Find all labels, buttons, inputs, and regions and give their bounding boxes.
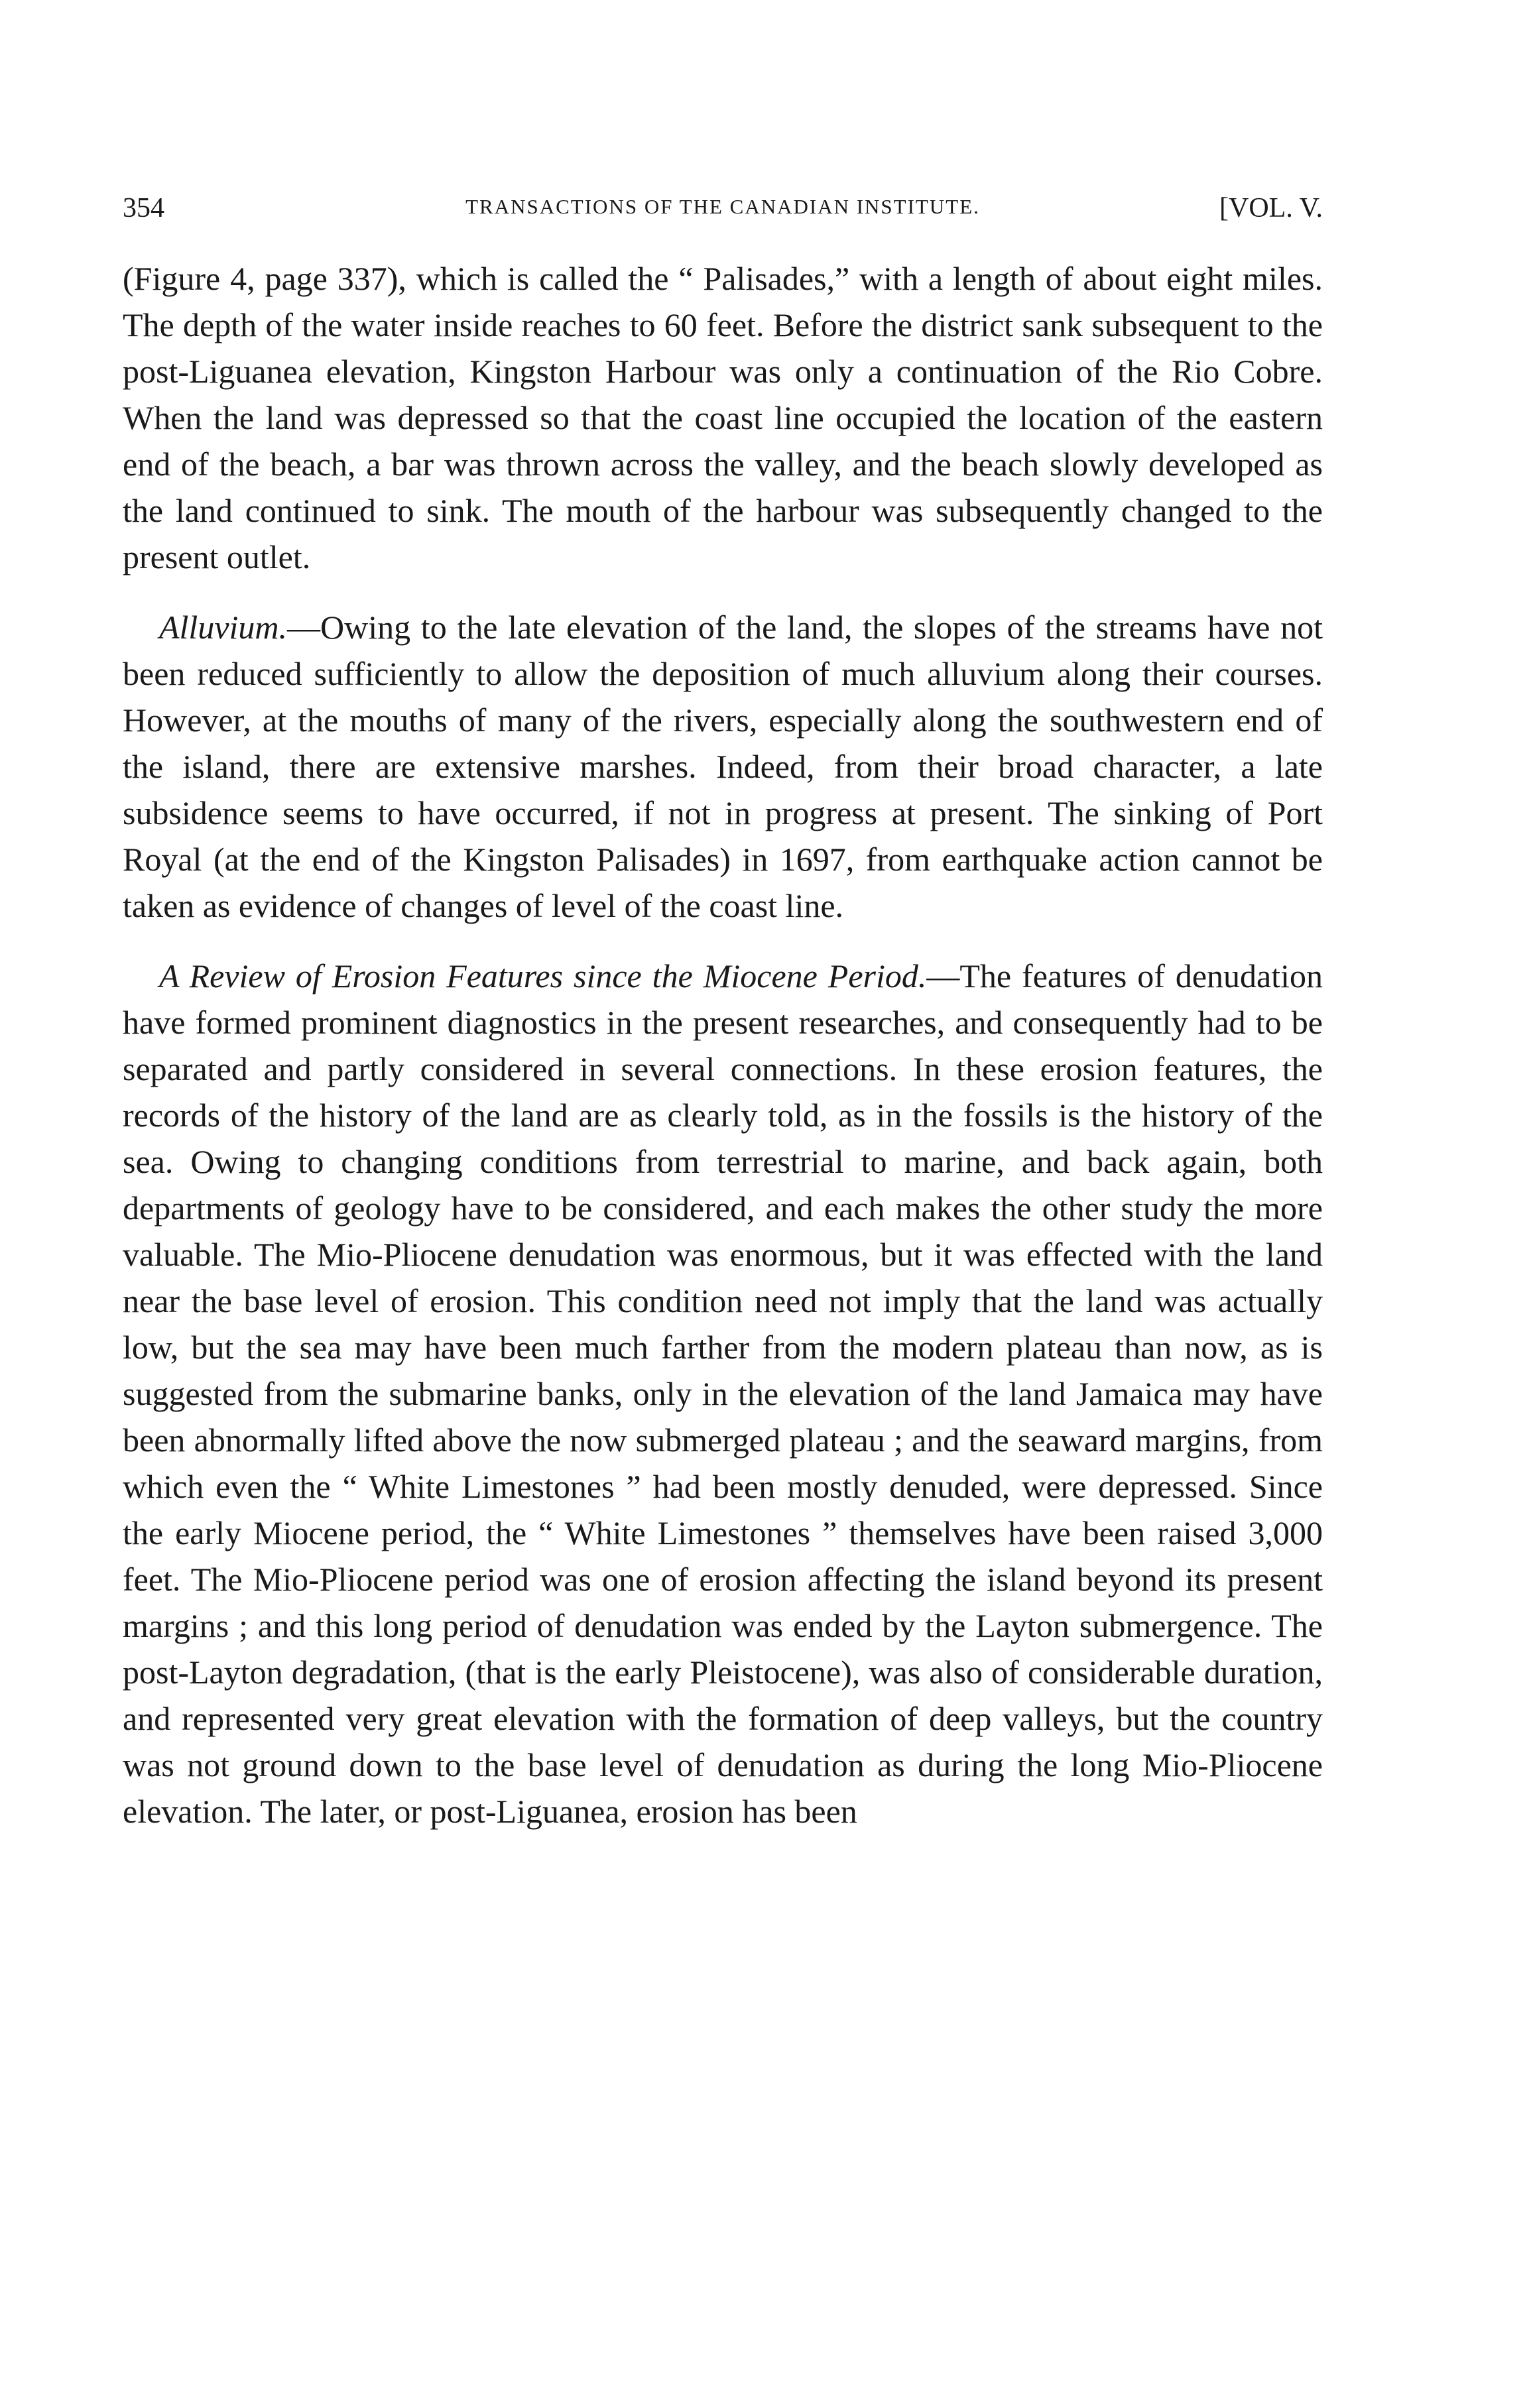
body-text (123, 255, 1323, 1835)
section-heading-erosion-review: A Review of Erosion Features since the Miocene Period. (159, 957, 927, 994)
running-head (123, 192, 1323, 232)
paragraph-text: —The features of denudation have formed prominent diagnostics in the present researches, and consequently had to be separated and partly considered in several connections. In these erosion features, the records of the history of the land are as clearly told, as in the fossils is the history of the sea. Owing to changing conditions from terrestrial to marine, and back again, both departments of geology have to be considered, and each makes the other study the more valuable. The Mio-Pliocene denudation was enormous, but it was effected with the land near the base level of erosion. This condition need not imply that the land was actually low, but the sea may have been much farther from the modern plateau than now, as is suggested from the submarine banks, only in the elevation of the land Jamaica may have been abnormally lifted above the now submerged plateau ; and the seaward margins, from which even the “ White Limestones ” had been mostly denuded, were depressed. Since the early Miocene period, the “ White Limestones ” themselves have been raised 3,000 feet. The Mio-Pliocene period was one of erosion affecting the island beyond its present margins ; and this long period of denudation was ended by the Layton submergence. The post-Layton degradation, (that is the early Pleistocene), was also of considerable duration, and represented very great elevation with the formation of deep valleys, but the country was not ground down to the base level of denudation as during the long Mio-Pliocene elevation. The later, or post-Liguanea, erosion has been (123, 957, 1323, 1830)
paragraph-text: (Figure 4, page 337), which is called the “ Palisades,” with a length of about eight miles. The depth of the water inside reaches to 60 feet. Before the district sank subsequent to the post-Liguanea elevation, Kingston Harbour was only a continuation of the Rio Cobre. When the land was depressed so that the coast line occupied the location of the eastern end of the beach, a bar was thrown across the valley, and the beach slowly developed as the land continued to sink. The mouth of the harbour was subsequently changed to the present outlet. (123, 260, 1323, 575)
page-number: 354 (123, 193, 164, 223)
paragraph-palisades (123, 255, 1323, 580)
paragraph-text: —Owing to the late elevation of the land, the slopes of the streams have not been reduced sufficiently to allow the deposition of much alluvium along their courses. However, at the mouths of many of the rivers, especially along the southwestern end of the island, there are extensive marshes. Indeed, from their broad character, a late subsidence seems to have occurred, if not in progress at present. The sinking of Port Royal (at the end of the Kingston Palisades) in 1697, from earthquake action cannot be taken as evidence of changes of level of the coast line. (123, 609, 1323, 924)
volume-label: [VOL. V. (1219, 193, 1323, 223)
journal-title: TRANSACTIONS OF THE CANADIAN INSTITUTE. (465, 195, 980, 218)
paragraph-erosion-review (123, 953, 1323, 1835)
paragraph-alluvium (123, 604, 1323, 929)
section-heading-alluvium: Alluvium. (159, 609, 288, 646)
book-page (123, 0, 1323, 2408)
